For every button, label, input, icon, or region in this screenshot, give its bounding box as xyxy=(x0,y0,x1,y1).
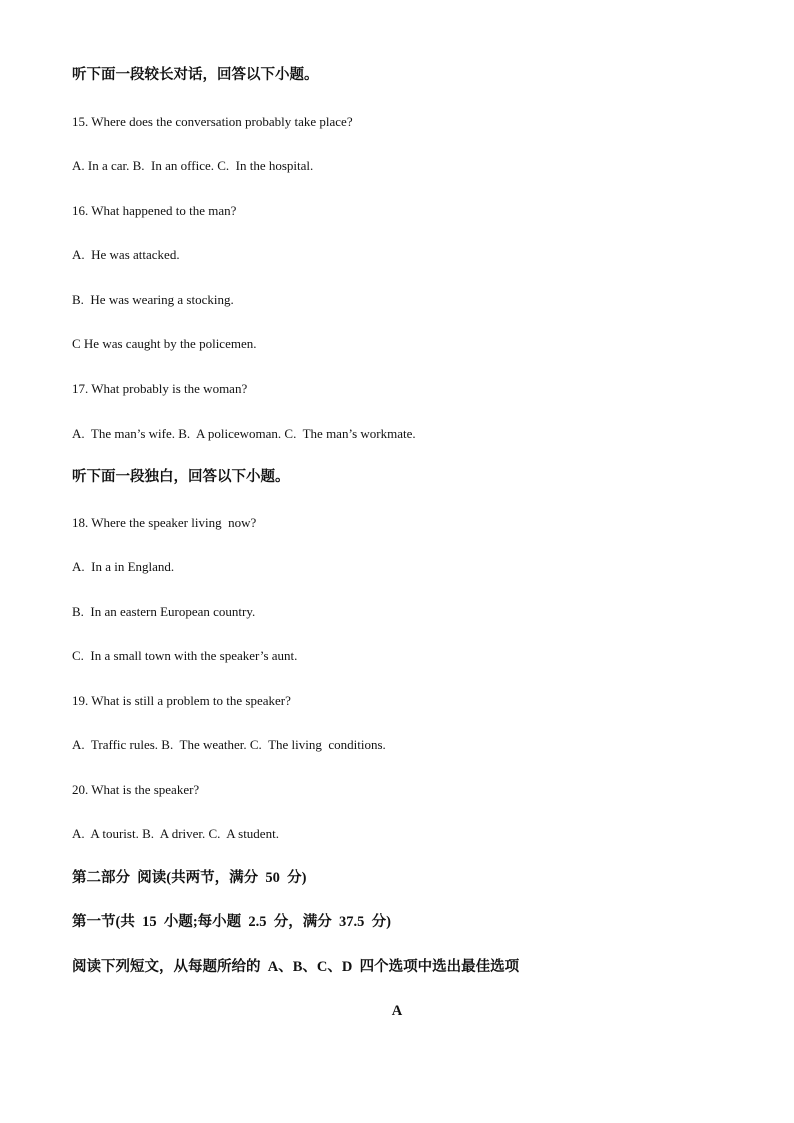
question-18-option-c: C. In a small town with the speaker’s aunt. xyxy=(72,648,298,663)
question-18-option-b: B. In an eastern European country. xyxy=(72,604,256,619)
question-19: 19. What is still a problem to the speaker? xyxy=(72,693,291,708)
section-1-heading: 第一节(共 15 小题;每小题 2.5 分，满分 37.5 分) xyxy=(72,914,391,930)
reading-instructions: 阅读下列短文，从每题所给的 A、B、C、D 四个选项中选出最佳选项 xyxy=(72,959,520,975)
question-18: 18. Where the speaker living now? xyxy=(72,515,257,530)
question-20: 20. What is the speaker? xyxy=(72,782,200,797)
question-16-option-c: C He was caught by the policemen. xyxy=(72,336,257,351)
question-18-option-a: A. In a in England. xyxy=(72,559,175,574)
question-16: 16. What happened to the man? xyxy=(72,203,237,218)
question-19-options: A. Traffic rules. B. The weather. C. The living conditions. xyxy=(72,737,386,752)
section-heading-monologue: 听下面一段独白，回答以下小题。 xyxy=(72,469,290,485)
question-16-option-b: B. He was wearing a stocking. xyxy=(72,292,234,307)
passage-label: A xyxy=(391,1003,403,1019)
question-20-options: A. A tourist. B. A driver. C. A student. xyxy=(72,826,279,841)
question-17-options: A. The man’s wife. B. A policewoman. C. The man’s workmate. xyxy=(72,426,416,441)
question-15: 15. Where does the conversation probably take place? xyxy=(72,114,353,129)
section-heading-dialogue: 听下面一段较长对话，回答以下小题。 xyxy=(72,67,319,83)
question-17: 17. What probably is the woman? xyxy=(72,381,248,396)
question-16-option-a: A. He was attacked. xyxy=(72,247,180,262)
question-15-options: A. In a car. B. In an office. C. In the hospital. xyxy=(72,158,314,173)
part-2-heading: 第二部分 阅读(共两节，满分 50 分) xyxy=(72,870,307,886)
